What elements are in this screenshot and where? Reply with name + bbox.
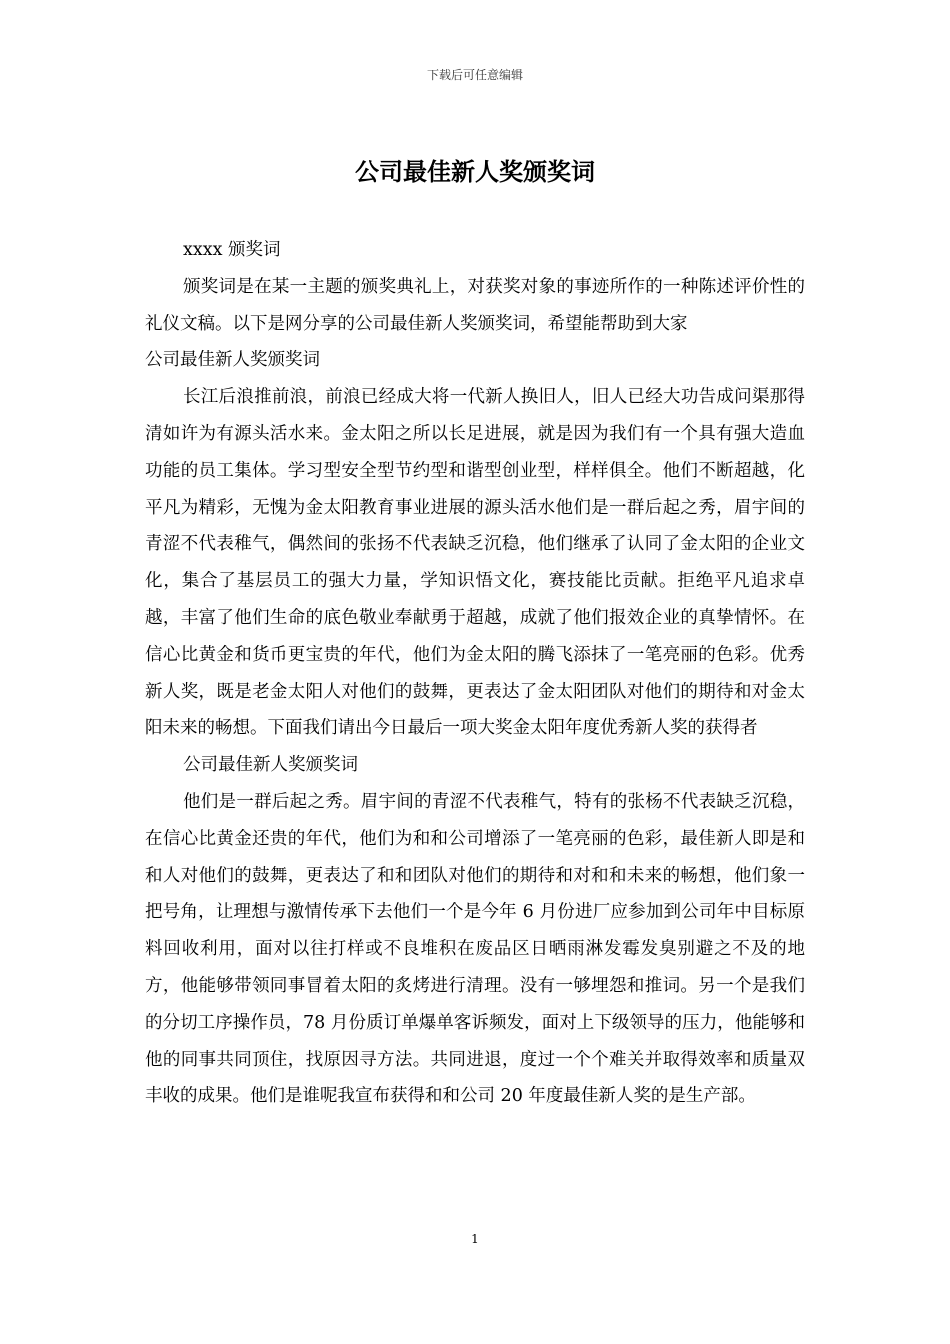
header-note: 下载后可任意编辑 — [426, 68, 523, 82]
paragraph-section-heading-2: 公司最佳新人奖颁奖词 — [183, 755, 358, 776]
document-body — [145, 232, 805, 1115]
document-title: 公司最佳新人奖颁奖词 — [355, 157, 595, 186]
page-number: 1 — [471, 1232, 479, 1246]
paragraph-definition: 颁奖词是在某一主题的颁奖典礼上，对获奖对象的事迹所作的一种陈述评价性的礼仪文稿。以下是网分享的公司最佳新人奖颁奖词，希望能帮助到大家 — [145, 276, 805, 334]
paragraph-speech-2: 他们是一群后起之秀。眉宇间的青涩不代表稚气，特有的张杨不代表缺乏沉稳，在信心比黄金还贵的年代，他们为和和公司增添了一笔亮丽的色彩，最佳新人即是和和人对他们的鼓舞，更表达了和和团队对他们的期待和对和和未来的畅想，他们象一把号角，让理想与激情传承下去他们一个是今年 6 月份进厂应参加到公司年中目标原料回收利用，面对以往打样或不良堆积在废品区日晒雨淋发霉发臭别避之不及的地方，他能够带领同事冒着太阳的炙烤进行清理。没有一够埋怨和推词。另一个是我们的分切工序操作员，78 月份质订单爆单客诉频发，面对上下级领导的压力，他能够和他的同事共同顶住，找原因寻方法。共同进退，度过一个个难关并取得效率和质量双丰收的成果。他们是谁呢我宣布获得和和公司 20 年度最佳新人奖的是生产部。 — [145, 791, 805, 1107]
paragraph-intro-heading: xxxx 颁奖词 — [183, 240, 281, 260]
paragraph-section-heading-1: 公司最佳新人奖颁奖词 — [145, 350, 320, 371]
paragraph-speech-1: 长江后浪推前浪，前浪已经成大将一代新人换旧人，旧人已经大功告成问渠那得清如许为有源头活水来。金太阳之所以长足进展，就是因为我们有一个具有强大造血功能的员工集体。学习型安全型节约型和谐型创业型，样样俱全。他们不断超越，化平凡为精彩，无愧为金太阳教育事业进展的源头活水他们是一群后起之秀，眉宇间的青涩不代表稚气，偶然间的张扬不代表缺乏沉稳，他们继承了认同了金太阳的企业文化，集合了基层员工的强大力量，学知识悟文化，赛技能比贡献。拒绝平凡追求卓越，丰富了他们生命的底色敬业奉献勇于超越，成就了他们报效企业的真挚情怀。在信心比黄金和货币更宝贵的年代，他们为金太阳的腾飞添抹了一笔亮丽的色彩。优秀新人奖，既是老金太阳人对他们的鼓舞，更表达了金太阳团队对他们的期待和对金太阳未来的畅想。下面我们请出今日最后一项大奖金太阳年度优秀新人奖的获得者 — [145, 387, 805, 739]
